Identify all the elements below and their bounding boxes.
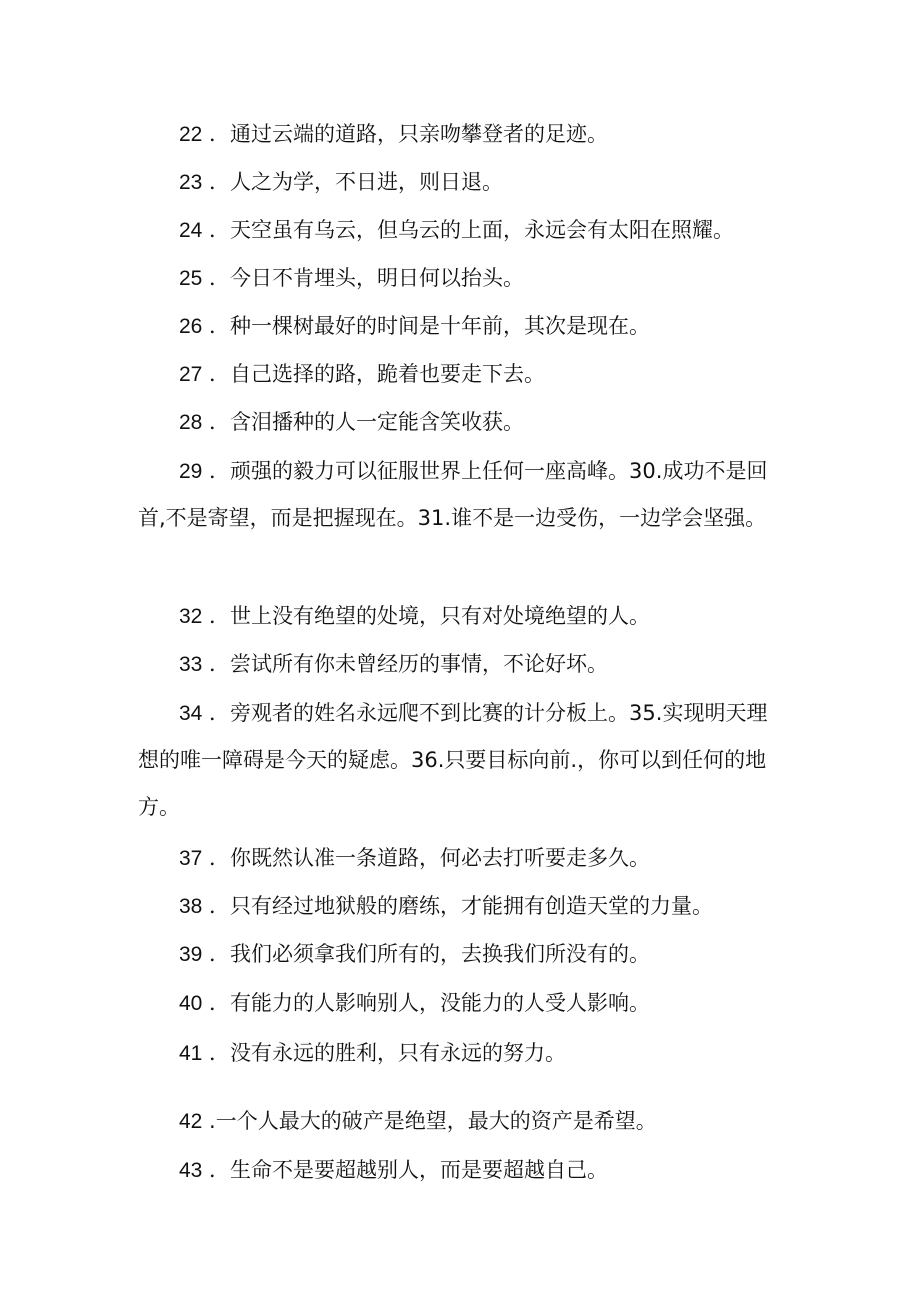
- quote-number: 37: [179, 847, 203, 870]
- quote-number: 34: [179, 702, 203, 725]
- quote-number: 32: [179, 605, 203, 628]
- quote-text: .一个人最大的破产是绝望，最大的资产是希望。: [209, 1109, 657, 1133]
- quote-item: [138, 593, 788, 640]
- quote-item: [138, 303, 788, 350]
- quote-number: 24: [179, 219, 203, 242]
- quote-text: ．通过云端的道路，只亲吻攀登者的足迹。: [209, 122, 609, 146]
- quote-text: ．没有永远的胜利，只有永远的努力。: [209, 1041, 567, 1065]
- quote-number: 25: [179, 267, 203, 290]
- quote-item: [138, 980, 788, 1027]
- quote-number: 28: [179, 411, 203, 434]
- quote-text: ．你既然认准一条道路，何必去打听要走多久。: [209, 846, 651, 870]
- quote-text: ．天空虽有乌云，但乌云的上面，永远会有太阳在照耀。: [209, 218, 735, 242]
- quote-item: [138, 399, 788, 446]
- quote-item: [138, 351, 788, 398]
- quote-text: ．自己选择的路，跪着也要走下去。: [209, 362, 546, 386]
- quote-item: [138, 159, 788, 206]
- quote-item: [138, 1147, 788, 1194]
- quote-number: 41: [179, 1042, 203, 1065]
- quote-number: 27: [179, 363, 203, 386]
- quote-number: 23: [179, 171, 203, 194]
- quote-item: [138, 690, 788, 831]
- quote-item: [138, 1098, 788, 1145]
- quote-item: [138, 883, 788, 930]
- quote-number: 38: [179, 895, 203, 918]
- quote-number: 33: [179, 653, 203, 676]
- quote-number: 40: [179, 992, 203, 1015]
- quote-text: ．今日不肯埋头，明日何以抬头。: [209, 266, 525, 290]
- quote-text: ．我们必须拿我们所有的，去换我们所没有的。: [209, 942, 651, 966]
- quote-number: 26: [179, 315, 203, 338]
- quote-text: ．人之为学，不日进，则日退。: [209, 170, 504, 194]
- quote-item: [138, 931, 788, 978]
- quote-text: ．生命不是要超越别人，而是要超越自己。: [209, 1158, 609, 1182]
- quote-text: ．世上没有绝望的处境，只有对处境绝望的人。: [209, 604, 651, 628]
- quote-item: [138, 641, 788, 688]
- quote-item: [138, 448, 788, 542]
- quote-text: ．尝试所有你未曾经历的事情，不论好坏。: [209, 652, 609, 676]
- quote-item: [138, 255, 788, 302]
- quote-item: [138, 111, 788, 158]
- quote-number: 42: [179, 1110, 203, 1133]
- quote-text: ．只有经过地狱般的磨练，才能拥有创造天堂的力量。: [209, 894, 714, 918]
- quote-text: ．含泪播种的人一定能含笑收获。: [209, 410, 525, 434]
- quote-item: [138, 207, 788, 254]
- quote-number: 43: [179, 1159, 203, 1182]
- quote-text: ．顽强的毅力可以征服世界上任何一座高峰。30.成功不是回首,不是寄望，而是把握现在。31.谁不是一边受伤，一边学会坚强。: [138, 459, 768, 530]
- quote-text: ．种一棵树最好的时间是十年前，其次是现在。: [209, 314, 651, 338]
- quote-number: 39: [179, 943, 203, 966]
- quote-text: ．有能力的人影响别人，没能力的人受人影响。: [209, 991, 651, 1015]
- quote-item: [138, 1030, 788, 1077]
- quote-item: [138, 835, 788, 882]
- quote-text: ．旁观者的姓名永远爬不到比赛的计分板上。35.实现明天理想的唯一障碍是今天的疑虑。36.只要目标向前.，你可以到任何的地方。: [138, 701, 768, 819]
- quote-number: 29: [179, 460, 203, 483]
- quote-number: 22: [179, 123, 203, 146]
